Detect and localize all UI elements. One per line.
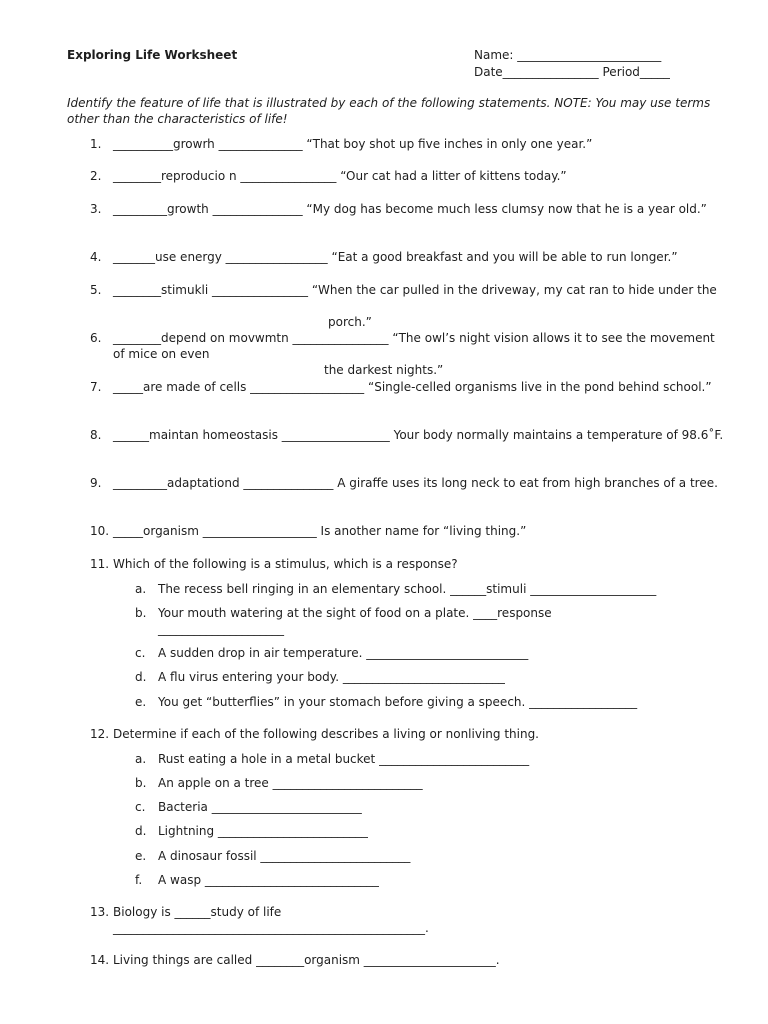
- question-text: __________growrh ______________ “That boy shot up five inches in only one year.”: [113, 137, 593, 151]
- question-text: ______maintan homeostasis __________________ Your body normally maintains a temperature of 98.6˚F.: [113, 428, 724, 442]
- question-12: [90, 726, 728, 742]
- question-text: Living things are called ________organism ______________________.: [113, 953, 500, 967]
- question-number: 6.: [90, 331, 102, 345]
- q11-option-b: [135, 605, 735, 637]
- option-letter: c.: [135, 646, 146, 660]
- q11-option-d: [135, 669, 735, 685]
- question-5: [90, 282, 728, 298]
- question-number: 9.: [90, 476, 102, 490]
- question-11: [90, 556, 728, 572]
- question-1: [90, 136, 728, 152]
- q11-option-a: [135, 581, 735, 597]
- question-text: Which of the following is a stimulus, which is a response?: [113, 557, 458, 571]
- question-number: 1.: [90, 137, 102, 151]
- q12-option-e: [135, 848, 735, 864]
- q12-option-f: [135, 872, 735, 888]
- question-number: 8.: [90, 428, 102, 442]
- question-10: [90, 523, 728, 539]
- question-text: Biology is ______study of life ____________________________________________________.: [113, 905, 429, 935]
- question-number: 10.: [90, 524, 110, 538]
- question-text: ________reproducio n ________________ “Our cat had a litter of kittens today.”: [113, 169, 567, 183]
- option-letter: d.: [135, 670, 147, 684]
- question-13: [90, 904, 560, 936]
- question-14: [90, 952, 728, 968]
- option-text: An apple on a tree _________________________: [158, 776, 423, 790]
- option-text: You get “butterflies” in your stomach before giving a speech. __________________: [158, 695, 638, 709]
- option-letter: e.: [135, 849, 147, 863]
- q12-option-b: [135, 775, 735, 791]
- question-text: Determine if each of the following describes a living or nonliving thing.: [113, 727, 539, 741]
- option-letter: a.: [135, 752, 147, 766]
- option-text: Bacteria _________________________: [158, 800, 362, 814]
- question-4: [90, 249, 728, 265]
- question-number: 13.: [90, 905, 110, 919]
- question-text: _________adaptationd _______________ A giraffe uses its long neck to eat from high branches of a tree.: [113, 476, 718, 490]
- option-text: A flu virus entering your body. ___________________________: [158, 670, 505, 684]
- question-text: _____are made of cells ___________________ “Single-celled organisms live in the pond behind school.”: [113, 380, 712, 394]
- question-6-continuation: the darkest nights.”: [324, 363, 444, 377]
- question-number: 5.: [90, 283, 102, 297]
- question-9: [90, 475, 728, 491]
- date-period-line: Date________________ Period_____: [474, 65, 670, 79]
- question-text: ________stimukli ________________ “When the car pulled in the driveway, my cat ran to hide under the: [113, 283, 717, 297]
- option-letter: a.: [135, 582, 147, 596]
- option-letter: e.: [135, 695, 147, 709]
- option-text: A wasp _____________________________: [158, 873, 379, 887]
- option-text: Your mouth watering at the sight of food on a plate. ____response _____________________: [158, 606, 552, 636]
- option-text: A dinosaur fossil _________________________: [158, 849, 411, 863]
- option-text: The recess bell ringing in an elementary school. ______stimuli _____________________: [158, 582, 657, 596]
- instructions: Identify the feature of life that is illustrated by each of the following statements. NOTE: You may use terms other than the characteristics of life!: [67, 96, 711, 126]
- q11-option-c: [135, 645, 735, 661]
- q11-option-e: [135, 694, 735, 710]
- name-field-line: Name: ________________________: [474, 48, 662, 62]
- option-text: Rust eating a hole in a metal bucket _________________________: [158, 752, 530, 766]
- question-3: [90, 201, 728, 217]
- question-number: 14.: [90, 953, 110, 967]
- question-text: _____organism ___________________ Is another name for “living thing.”: [113, 524, 527, 538]
- option-letter: b.: [135, 606, 147, 620]
- question-number: 2.: [90, 169, 102, 183]
- q12-option-a: [135, 751, 735, 767]
- question-number: 11.: [90, 557, 110, 571]
- worksheet-title: Exploring Life Worksheet: [67, 48, 238, 62]
- question-5-continuation: porch.”: [328, 315, 372, 329]
- question-2: [90, 168, 728, 184]
- question-text: ________depend on movwmtn ________________ “The owl’s night vision allows it to see the movement of mice on even: [113, 331, 715, 361]
- option-letter: f.: [135, 873, 143, 887]
- question-number: 7.: [90, 380, 102, 394]
- q12-option-d: [135, 823, 735, 839]
- question-8: [90, 427, 728, 443]
- question-6: [90, 330, 728, 362]
- option-letter: b.: [135, 776, 147, 790]
- option-text: Lightning _________________________: [158, 824, 368, 838]
- question-number: 4.: [90, 250, 102, 264]
- question-number: 12.: [90, 727, 110, 741]
- question-7: [90, 379, 728, 395]
- question-text: _________growth _______________ “My dog has become much less clumsy now that he is a year old.”: [113, 202, 707, 216]
- question-number: 3.: [90, 202, 102, 216]
- q12-option-c: [135, 799, 735, 815]
- question-text: _______use energy _________________ “Eat a good breakfast and you will be able to run longer.”: [113, 250, 678, 264]
- option-letter: d.: [135, 824, 147, 838]
- option-text: A sudden drop in air temperature. ___________________________: [158, 646, 529, 660]
- option-letter: c.: [135, 800, 146, 814]
